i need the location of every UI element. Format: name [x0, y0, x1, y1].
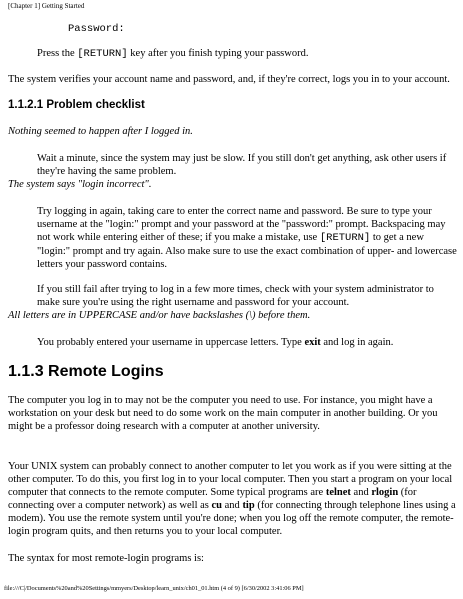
password-prompt: Password: [68, 23, 125, 35]
remote-paragraph-2 [8, 460, 456, 538]
press-return-after: key after you finish typing your password. [127, 48, 309, 59]
verify-paragraph: The system verifies your account name and password, and, if they're correct, logs you in to your account. [8, 74, 450, 85]
problem-answer-2b: If you still fail after trying to log in a few more times, check with your system administrator to make sure you're using the right username and password for your account. [37, 284, 434, 308]
answer-2-part2: to get a new "login:" prompt and try again. Also make sure to use the exact combination of upper- and lowercase letters your password contains. [37, 232, 457, 270]
syntax-paragraph: The syntax for most remote-login programs is: [8, 553, 204, 564]
remote-p2-text1: Your UNIX system can probably connect to another computer to let you work as if you were sitting at the other computer. To do this, you first log in to your local computer. Then you start a program on your local computer that connects to the remote computer. Some typical programs are [8, 461, 453, 498]
rlogin-command: rlogin [371, 487, 399, 498]
answer-3-after: and log in again. [320, 337, 394, 348]
page-footer: file:///C|/Documents%20and%20Settings/mmyers/Desktop/learn_unix/ch01_01.htm (4 of 9) [6/30/2002 3:41:06 PM] [4, 585, 304, 592]
section-heading-remote-logins: 1.1.3 Remote Logins [8, 363, 164, 380]
tip-command: tip [242, 500, 255, 511]
remote-p2-text3: (for connecting over a computer network) as well as [8, 487, 417, 511]
answer-2-part1: Try logging in again, taking care to enter the correct name and password. Be sure to type your username at the "login:" prompt and your password at the "password:" prompt. Backspacing may not work while entering either of these; if you make a mistake, use [37, 206, 446, 243]
problem-question-3: All letters are in UPPERCASE and/or have backslashes (\) before them. [8, 310, 311, 321]
remote-paragraph-1: The computer you log in to may not be the computer you need to use. For instance, you might have a workstation on your desk but need to do some work on the main computer in another building. Or you might be a professor doing research with a computer at another university. [8, 395, 438, 432]
section-heading-problem-checklist: 1.1.2.1 Problem checklist [8, 99, 145, 111]
answer-3-before: You probably entered your username in uppercase letters. Type [37, 337, 305, 348]
problem-answer-2 [37, 205, 457, 271]
remote-p2-text4: and [222, 500, 243, 511]
return-key: [RETURN] [77, 48, 128, 60]
return-key: [RETURN] [319, 232, 371, 244]
problem-question-2: The system says "login incorrect". [8, 179, 152, 190]
problem-answer-1: Wait a minute, since the system may just be slow. If you still don't get anything, ask other users if they're having the same problem. [37, 153, 447, 177]
problem-answer-3 [37, 336, 457, 349]
exit-command: exit [304, 337, 321, 348]
remote-p2-text2: and [350, 487, 372, 498]
page-header: [Chapter 1] Getting Started [8, 2, 85, 10]
remote-p2-text5: (for connecting through telephone lines using a modem). You use the remote system until you're done; when you log off the remote computer, the remote-login program quits, and then returns you to your local computer. [8, 500, 456, 537]
problem-question-1: Nothing seemed to happen after I logged in. [8, 126, 193, 137]
press-return-before: Press the [37, 48, 78, 59]
telnet-command: telnet [325, 487, 351, 498]
cu-command: cu [211, 500, 223, 511]
press-return-paragraph [37, 47, 457, 61]
